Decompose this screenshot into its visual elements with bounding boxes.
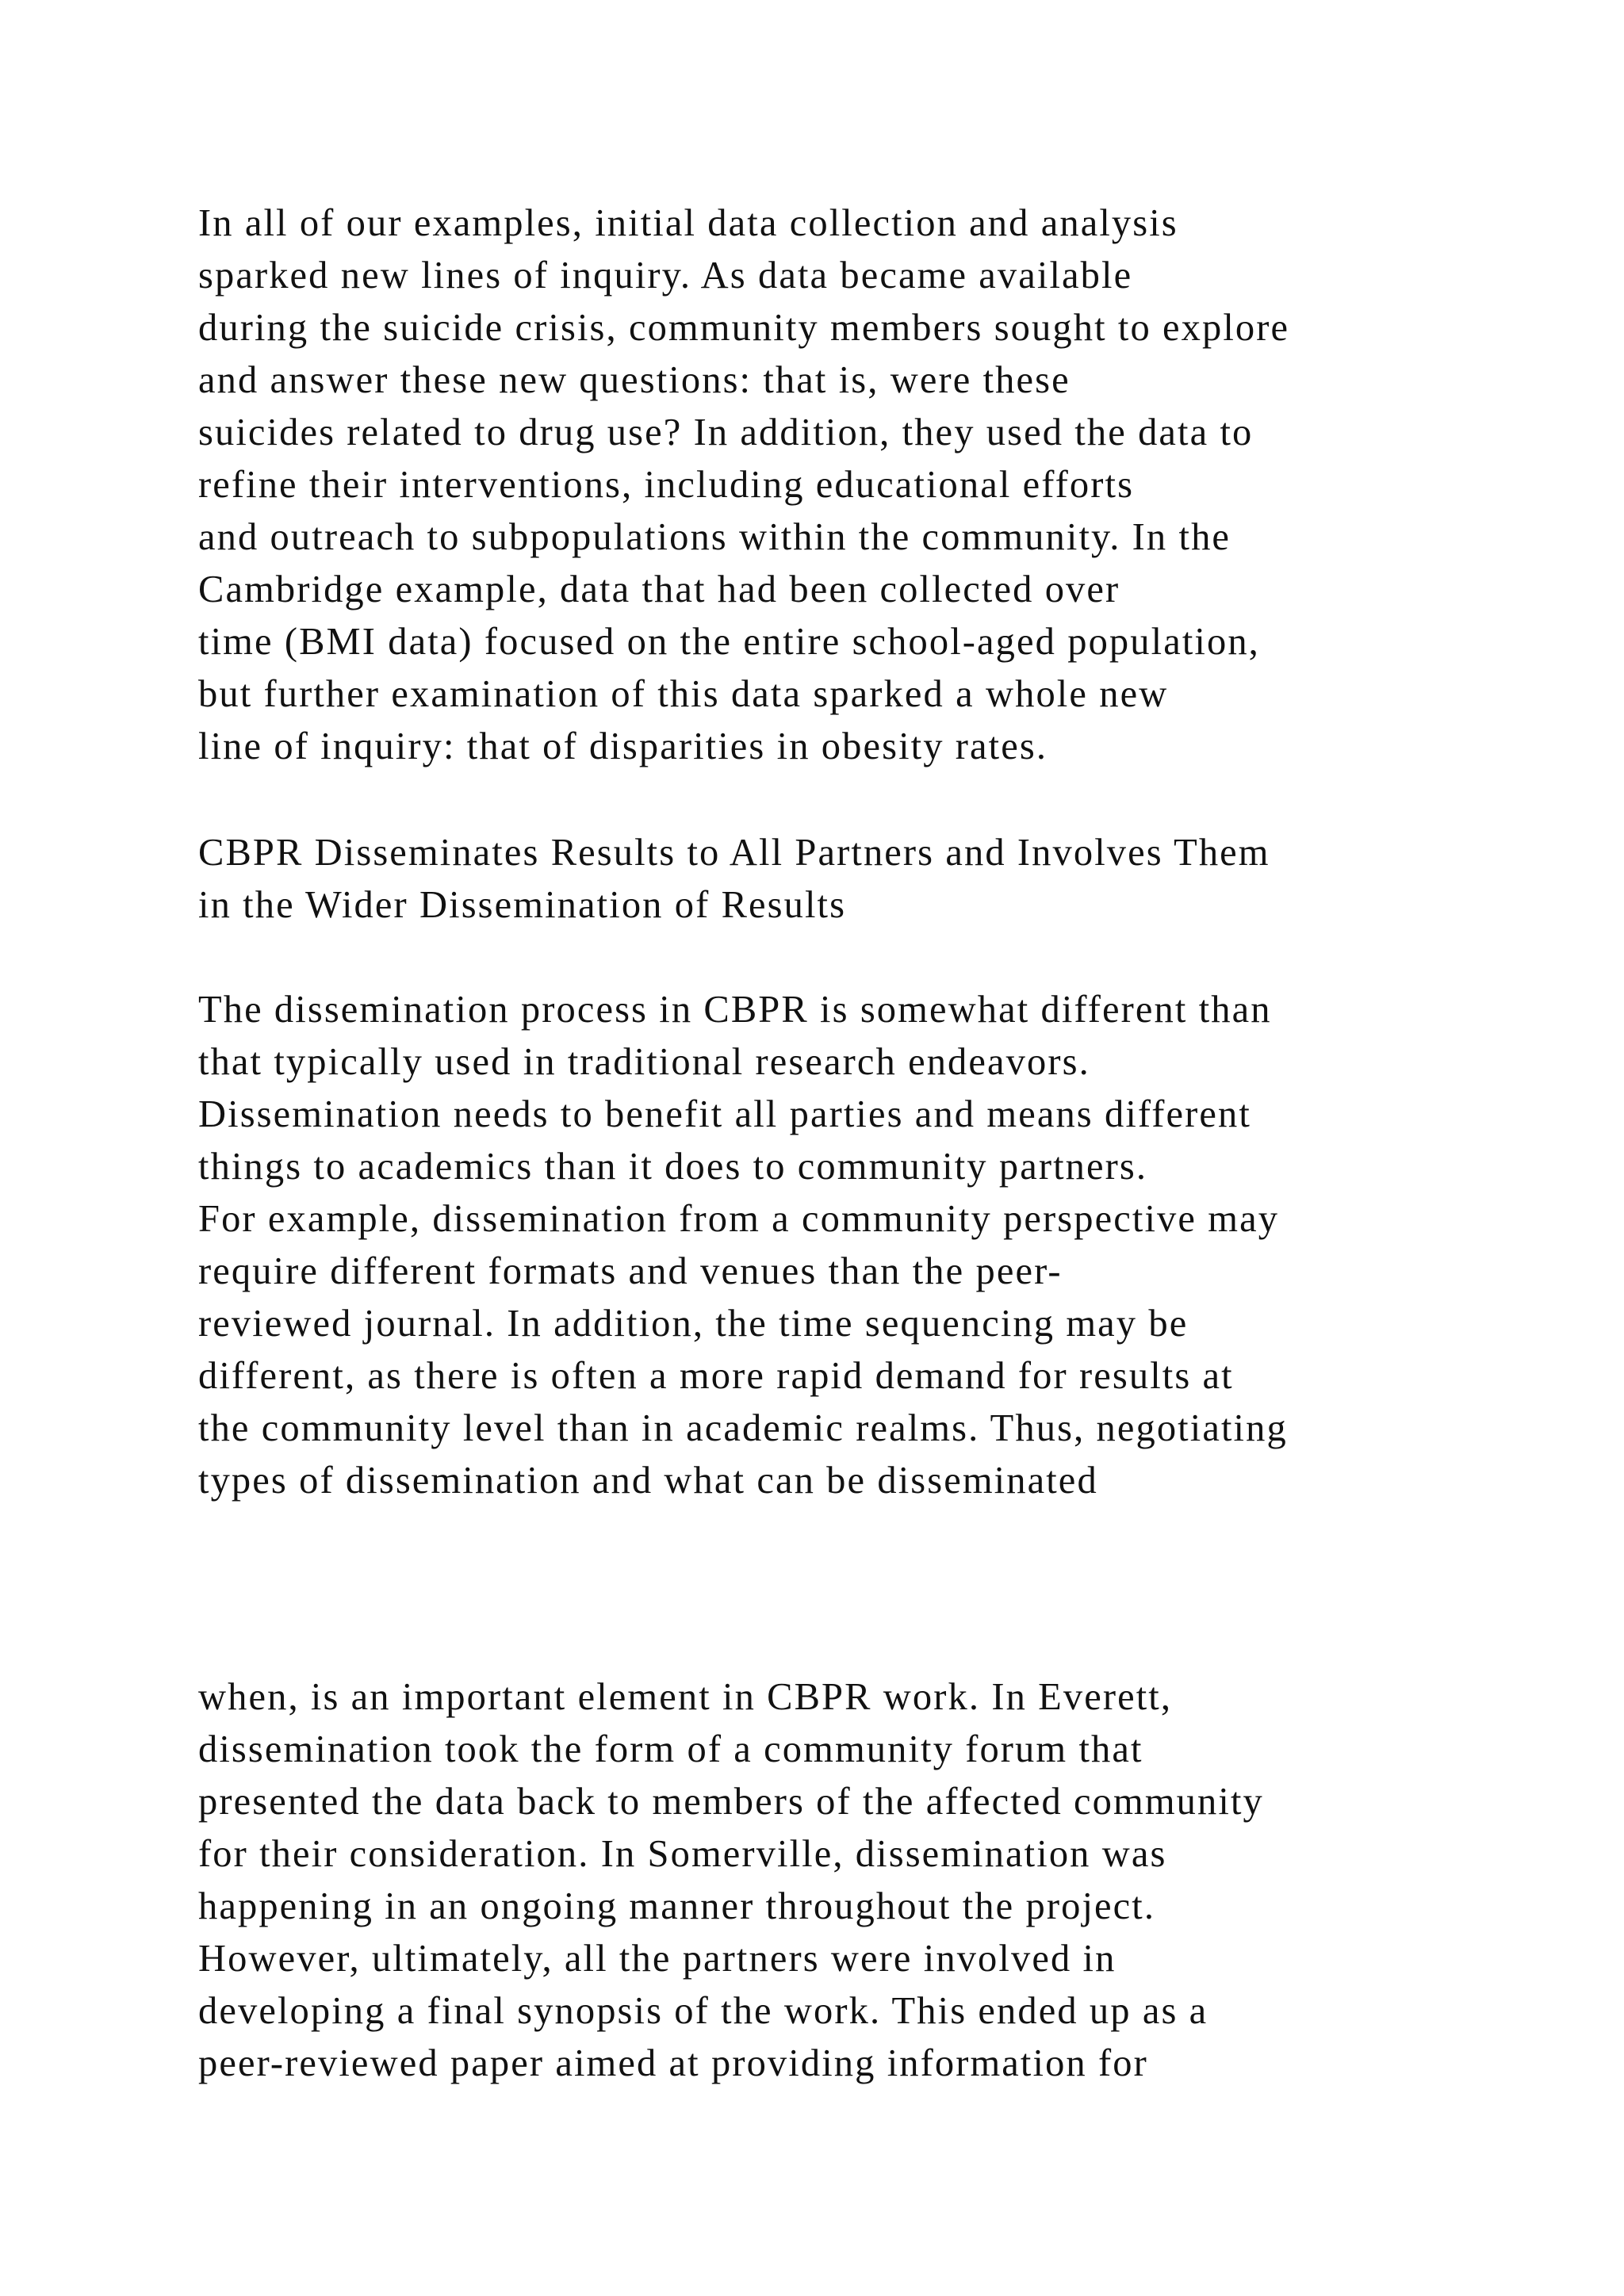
text-line: developing a final synopsis of the work. This ended up as a [198,1990,1208,2032]
text-line: types of dissemination and what can be disseminated [198,1460,1098,1502]
paragraph-initial-data-collection [198,197,1289,773]
heading-line: CBPR Disseminates Results to All Partners and Involves Them [198,832,1270,874]
heading-line: in the Wider Dissemination of Results [198,884,847,926]
text-line: The dissemination process in CBPR is somewhat different than [198,989,1272,1031]
text-line: when, is an important element in CBPR work. In Everett, [198,1676,1173,1718]
text-line: suicides related to drug use? In addition, they used the data to [198,411,1254,453]
text-line: during the suicide crisis, community members sought to explore [198,307,1290,349]
text-line: presented the data back to members of the affected community [198,1781,1264,1823]
text-line: However, ultimately, all the partners were involved in [198,1938,1116,1980]
text-line: Dissemination needs to benefit all parties and means different [198,1093,1251,1135]
text-line: and answer these new questions: that is, were these [198,359,1071,401]
text-line: that typically used in traditional research endeavors. [198,1041,1090,1083]
text-line: the community level than in academic realms. Thus, negotiating [198,1407,1288,1449]
paragraph-everett-somerville [198,1671,1264,2090]
text-line: refine their interventions, including educational efforts [198,464,1135,506]
text-line: require different formats and venues than the peer- [198,1250,1063,1292]
text-line: for their consideration. In Somerville, dissemination was [198,1833,1167,1875]
text-line: different, as there is often a more rapid demand for results at [198,1355,1234,1397]
text-line: time (BMI data) focused on the entire school-aged population, [198,621,1260,663]
section-heading [198,827,1270,932]
text-line: sparked new lines of inquiry. As data became available [198,254,1133,297]
text-line: happening in an ongoing manner throughout the project. [198,1885,1156,1927]
text-line: reviewed journal. In addition, the time sequencing may be [198,1303,1189,1345]
text-line: dissemination took the form of a community forum that [198,1728,1143,1770]
text-line: peer-reviewed paper aimed at providing information for [198,2042,1148,2084]
text-line: In all of our examples, initial data collection and analysis [198,202,1178,244]
text-line: For example, dissemination from a community perspective may [198,1198,1280,1240]
text-line: Cambridge example, data that had been collected over [198,568,1120,610]
text-line: but further examination of this data sparked a whole new [198,673,1169,715]
paragraph-dissemination-process [198,984,1288,1507]
text-line: things to academics than it does to community partners. [198,1146,1148,1188]
text-line: line of inquiry: that of disparities in obesity rates. [198,725,1048,767]
text-line: and outreach to subpopulations within the community. In the [198,516,1231,558]
